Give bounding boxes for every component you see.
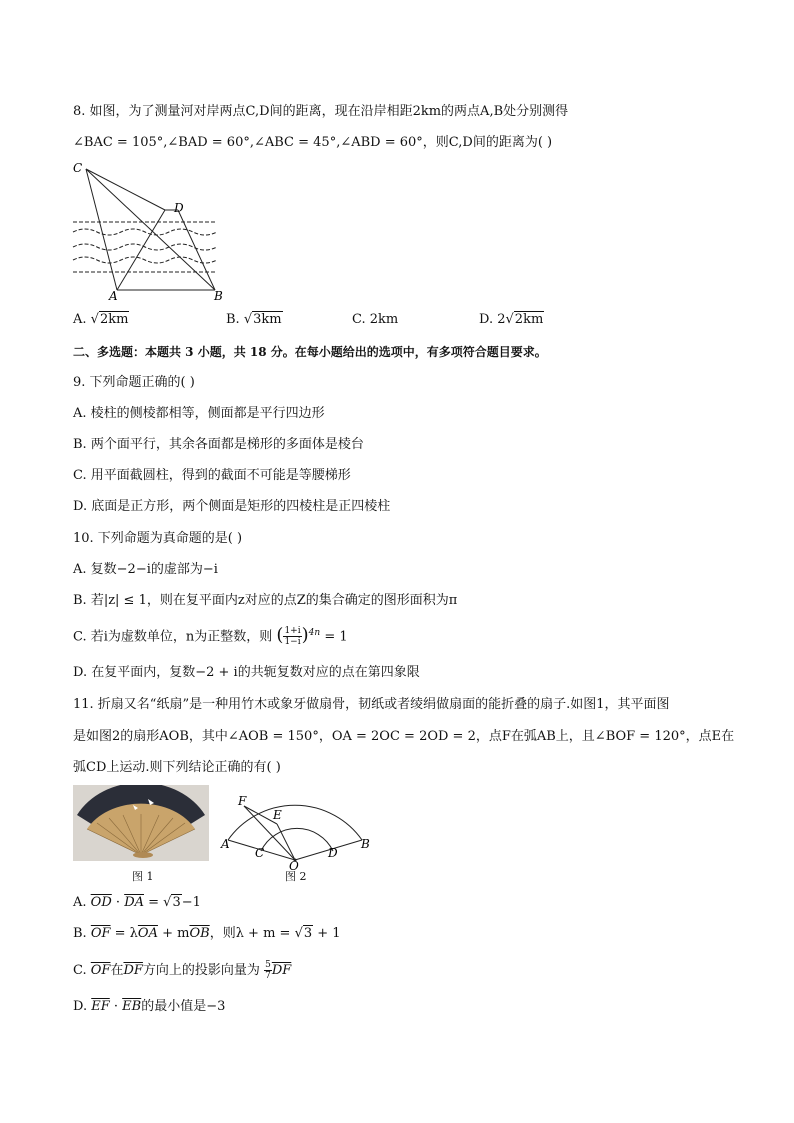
fig2-label-c: C: [255, 846, 265, 860]
figure1-caption: 图 1: [132, 870, 154, 883]
q9-option-d: D. 底面是正方形，两个侧面是矩形的四棱柱是正四棱柱: [73, 499, 391, 514]
fig2-label-d: D: [328, 846, 338, 860]
q9-stem: 9. 下列命题正确的( ): [73, 375, 195, 390]
folding-fan-photo: [73, 785, 209, 861]
q8-option-b: B. √3km: [226, 312, 282, 327]
q8-option-a: A. √2km: [73, 312, 129, 327]
q11-option-c: C. $\overline{OF}$在$\overline{DF}$方向上的投影向量为 $\frac{5}{7}$ $\overline{DF}$: [73, 960, 292, 981]
q8-option-d: D. 2√2km: [479, 312, 544, 327]
q8-label-b: B: [214, 289, 223, 303]
q11-stem-line2: 是如图2的扇形AOB，其中∠AOB = 150°，OA = 2OC = 2OD = 2，点F在弧AB上，且∠BOF = 120°，点E在: [73, 729, 735, 744]
fig2-label-a: A: [221, 837, 230, 851]
fig2-label-f: F: [238, 794, 247, 808]
q8-label-a: A: [109, 289, 118, 303]
q8-stem-line2: ∠BAC = 105°,∠BAD = 60°,∠ABC = 45°,∠ABD = 60°，则C,D间的距离为( ): [73, 135, 553, 150]
q11-sector-figure: [218, 782, 378, 872]
q11-stem-line1: 11. 折扇又名“纸扇”是一种用竹木或象牙做扇骨，韧纸或者绫绢做扇面的能折叠的扇子.如图1，其平面图: [73, 697, 670, 712]
figure2-caption: 图 2: [285, 870, 307, 883]
q9-option-b: B. 两个面平行，其余各面都是梯形的多面体是棱台: [73, 437, 364, 452]
q8-label-c: C: [73, 161, 83, 175]
q10-option-c: C. 若i为虚数单位，n为正整数，则 ( $\frac{1+i}{1-i}$ )$^{4n}$ = 1: [73, 624, 348, 648]
q8-label-d: D: [174, 201, 184, 215]
q10-stem: 10. 下列命题为真命题的是( ): [73, 531, 243, 546]
q10-option-b: B. 若|z| ≤ 1，则在复平面内z对应的点Z的集合确定的图形面积为π: [73, 593, 458, 608]
fig2-label-e: E: [273, 808, 282, 822]
q9-option-c: C. 用平面截圆柱，得到的截面不可能是等腰梯形: [73, 468, 351, 483]
q11-stem-line3: 弧CD上运动.则下列结论正确的有( ): [73, 760, 281, 775]
q8-figure: [68, 158, 238, 308]
q9-option-a: A. 棱柱的侧棱都相等，侧面都是平行四边形: [73, 406, 325, 421]
section-heading-multiple-choice: 二、多选题：本题共 3 小题，共 18 分。在每小题给出的选项中，有多项符合题目要求。: [73, 345, 547, 359]
q11-option-b: B. $\overline{OF} = \lambda\overline{OA} + m\overline{OB}$，则λ + m = √3 + 1: [73, 926, 341, 941]
q10-option-d: D. 在复平面内，复数−2 + i的共轭复数对应的点在第四象限: [73, 665, 420, 680]
q10-option-a: A. 复数−2−i的虚部为−i: [73, 562, 218, 577]
q8-option-c: C. 2km: [352, 312, 399, 327]
q8-stem-line1: 8. 如图，为了测量河对岸两点C,D间的距离，现在沿岸相距2km的两点A,B处分别测得: [73, 104, 569, 119]
fig2-label-b: B: [361, 837, 370, 851]
q11-option-d: D. $\overline{EF} \cdot \overline{EB}$的最小值是−3: [73, 999, 226, 1014]
fig2-label-o: O: [289, 859, 299, 872]
q11-option-a: A. $\overline{OD} \cdot \overline{DA} = √3-1$: [73, 895, 201, 910]
